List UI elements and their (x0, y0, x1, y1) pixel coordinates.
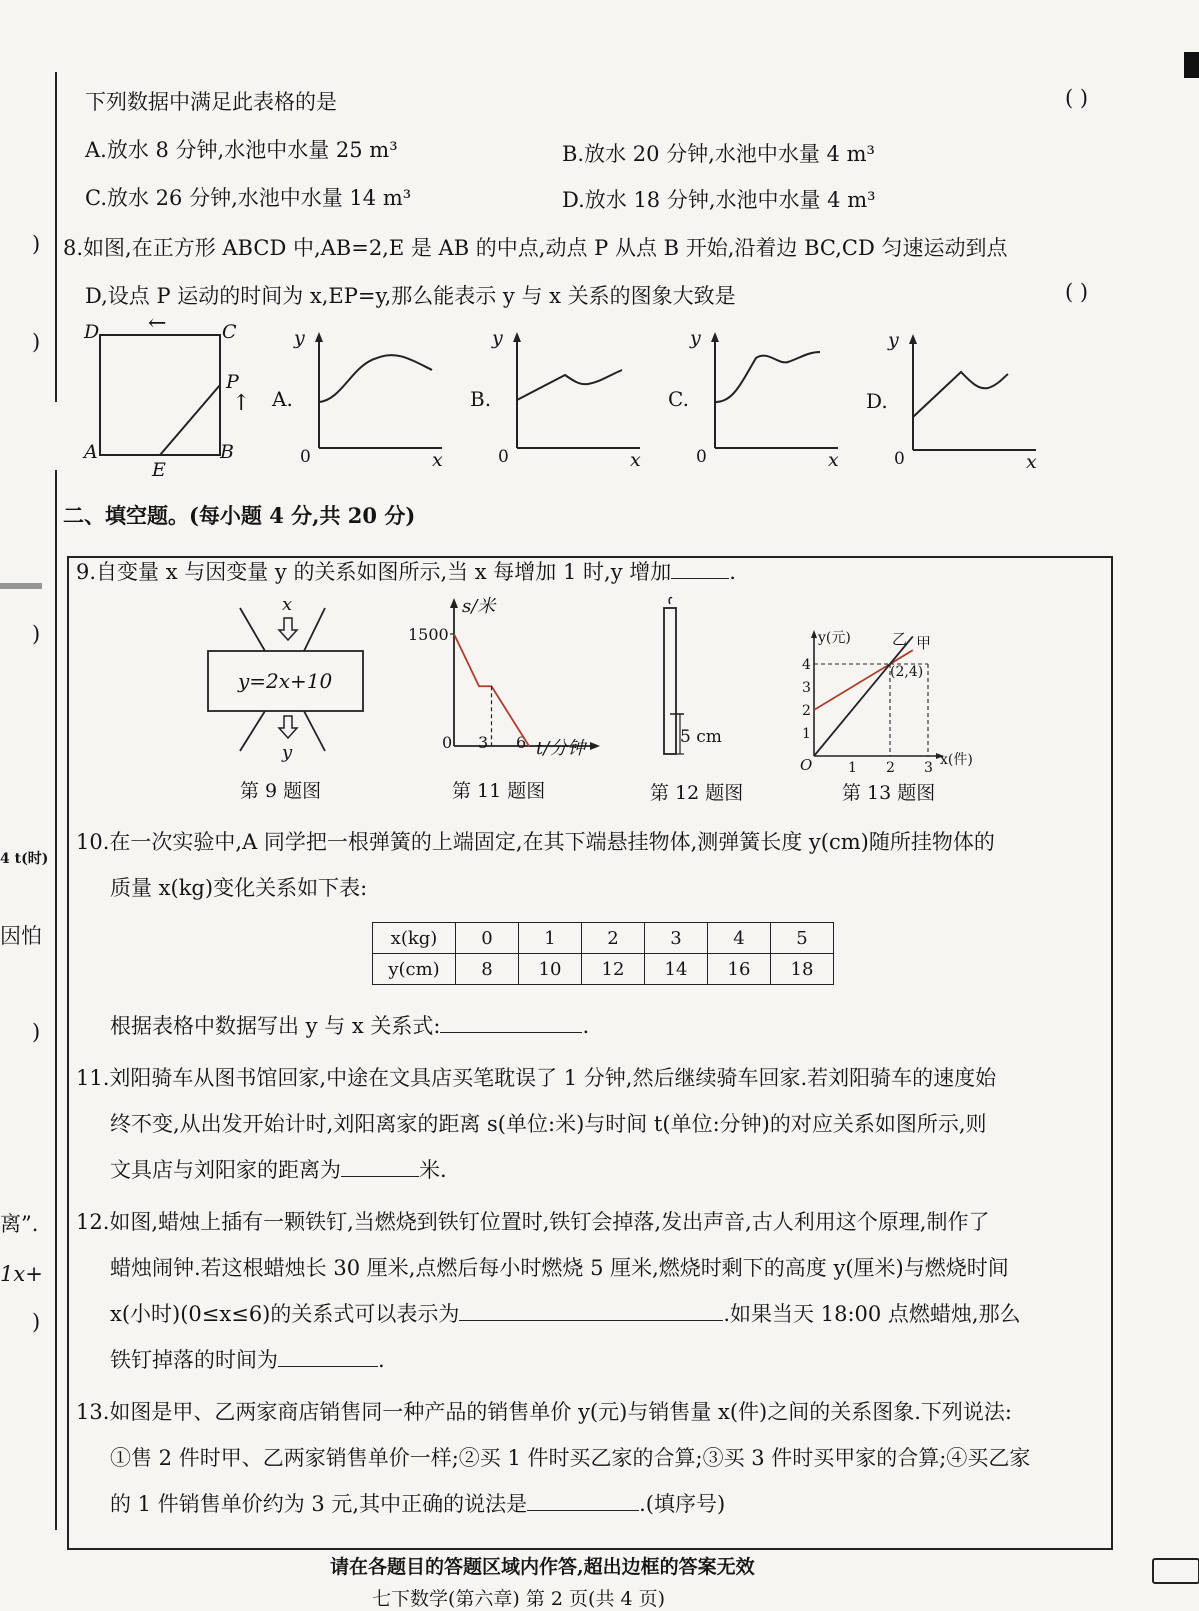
q12-period: . (378, 1348, 385, 1372)
fig13-origin: O (800, 756, 813, 774)
fig12-candle-body (664, 608, 676, 754)
table-cell: 14 (645, 954, 708, 985)
graph-c-origin: 0 (696, 447, 707, 467)
fig11-xlabel: t/分钟 (536, 738, 586, 759)
margin-paren: ) (32, 1310, 41, 1334)
q12-line1: 12.如图,蜡烛上插有一颗铁钉,当燃烧到铁钉位置时,铁钉会掉落,发出声音,古人利用这个原理,制作了 (76, 1210, 990, 1234)
q10-period: . (582, 1014, 590, 1038)
graph-a-origin: 0 (300, 447, 311, 467)
table-cell: 1 (519, 923, 582, 954)
q12-line4 (110, 1344, 385, 1374)
table-cell: 10 (519, 954, 582, 985)
graph-d-label: D. (866, 389, 888, 413)
q7-option-b: B.放水 20 分钟,水池中水量 4 m³ (562, 142, 875, 166)
graph-c-label: C. (668, 387, 689, 411)
square-abcd (100, 335, 220, 455)
table-cell: 18 (771, 954, 834, 985)
fig13-ytick-4: 4 (802, 657, 811, 673)
graph-c-xlabel: x (828, 449, 839, 471)
fig9-caption: 第 9 题图 (240, 780, 322, 802)
q7-stem: 下列数据中满足此表格的是 (85, 90, 337, 114)
graph-d-curve (913, 372, 1008, 417)
q8-graph-b (470, 327, 660, 480)
q10-answer-blank[interactable] (440, 1012, 582, 1033)
fig9-input-label: x (282, 594, 293, 615)
q13-answer-blank[interactable] (527, 1490, 639, 1511)
footer-notice: 请在各题目的答题区域内作答,超出边框的答案无效 (330, 1556, 755, 1578)
margin-paren: ) (32, 622, 41, 646)
q10-answer-prompt: 根据表格中数据写出 y 与 x 关系式: (110, 1014, 441, 1038)
corner-marker (1184, 52, 1199, 78)
label-a: A (84, 441, 98, 463)
q12-answer-prompt-time: 铁钉掉落的时间为 (110, 1348, 278, 1372)
graph-d-xlabel: x (1026, 451, 1037, 473)
fig9-formula: y=2x+10 (238, 669, 333, 693)
fig11-caption: 第 11 题图 (452, 780, 546, 802)
q9-stem: 9.自变量 x 与因变量 y 的关系如图所示,当 x 每增加 1 时,y 增加 (76, 560, 672, 584)
fig13-xtick-1: 1 (848, 760, 857, 776)
graph-a-label: A. (272, 387, 293, 411)
fig9-output-label: y (282, 742, 293, 763)
fig12-candle (650, 596, 770, 766)
q12-line2: 蜡烛闹钟.若这根蜡烛长 30 厘米,点燃后每小时燃烧 5 厘米,燃烧时剩下的高度 y(厘米)与燃烧时间 (110, 1256, 1009, 1280)
table-row-header: x(kg) (373, 923, 456, 954)
q12-answer-prompt: x(小时)(0≤x≤6)的关系式可以表示为 (110, 1302, 460, 1326)
q10-answer-line (110, 1010, 589, 1040)
q8-square-figure (80, 311, 260, 481)
q10-line2: 质量 x(kg)变化关系如下表: (110, 876, 368, 900)
left-margin-line-2 (55, 470, 57, 1530)
table-row (373, 954, 834, 985)
margin-fragment: 离”. (0, 1212, 39, 1236)
table-cell: 5 (771, 923, 834, 954)
fig9-input-arrow-icon (279, 618, 297, 640)
q7-option-d: D.放水 18 分钟,水池中水量 4 m³ (562, 188, 876, 212)
fig11-xtick-0: 0 (442, 733, 453, 752)
q11-answer-prompt: 文具店与刘阳家的距离为 (110, 1158, 341, 1182)
label-c: C (222, 321, 237, 343)
q9-text (76, 556, 736, 586)
graph-b-curve (517, 370, 622, 400)
left-margin-line-1 (55, 72, 57, 402)
fig13-xtick-3: 3 (924, 760, 933, 776)
fig13-ytick-1: 1 (802, 726, 811, 742)
graph-b-label: B. (470, 387, 492, 411)
graph-a-curve (319, 355, 432, 402)
q11-unit: 米. (419, 1158, 447, 1182)
margin-paren: ) (32, 232, 41, 256)
fig11-chart (408, 596, 608, 766)
q12-line3 (110, 1298, 1021, 1328)
fig13-point-label: (2,4) (890, 664, 924, 680)
fig9-machine (200, 596, 380, 766)
q13-hint: .(填序号) (639, 1492, 726, 1516)
q11-line2: 终不变,从出发开始计时,刘阳离家的距离 s(单位:米)与时间 t(单位:分钟)的对应关系如图所示,则 (110, 1112, 987, 1136)
arrow-left-icon: ← (148, 311, 167, 336)
table-row-header: y(cm) (373, 954, 456, 985)
footer-page-number: 七下数学(第六章) 第 2 页(共 4 页) (372, 1588, 666, 1610)
q10-data-table (372, 922, 834, 985)
graph-a-xlabel: x (432, 449, 443, 471)
q8-graph-c (668, 327, 858, 480)
q8-graph-a (272, 327, 462, 480)
graph-c-curve (715, 352, 820, 402)
label-e: E (152, 459, 166, 481)
fig12-length-label: 5 cm (680, 727, 722, 747)
label-b: B (220, 441, 234, 463)
margin-smudge (0, 583, 42, 589)
q11-line1: 11.刘阳骑车从图书馆回家,中途在文具店买笔耽误了 1 分钟,然后继续骑车回家.若刘阳骑车的速度始 (76, 1066, 997, 1090)
table-row (373, 923, 834, 954)
q9-answer-blank[interactable] (671, 558, 729, 579)
fig13-caption: 第 13 题图 (842, 782, 936, 804)
fig11-xtick-6: 6 (516, 733, 527, 752)
q7-answer-paren: ( ) (1065, 86, 1089, 110)
q12-answer-blank-formula[interactable] (459, 1300, 723, 1321)
fig13-ylabel: y(元) (818, 630, 851, 646)
table-cell: 12 (582, 954, 645, 985)
margin-t-label: 4 t(时) (0, 851, 49, 867)
table-cell: 4 (708, 923, 771, 954)
section2-title: 二、填空题。(每小题 4 分,共 20 分) (63, 503, 416, 528)
q8-line2: D,设点 P 运动的时间为 x,EP=y,那么能表示 y 与 x 关系的图象大致是 (85, 284, 736, 308)
q12-answer-blank-time[interactable] (278, 1346, 378, 1367)
segment-ep (160, 385, 220, 455)
fig12-caption: 第 12 题图 (650, 782, 744, 804)
q7-option-a: A.放水 8 分钟,水池中水量 25 m³ (85, 138, 398, 162)
q8-line1: 8.如图,在正方形 ABCD 中,AB=2,E 是 AB 的中点,动点 P 从点 B 开始,沿着边 BC,CD 匀速运动到点 (63, 236, 1008, 260)
graph-d-origin: 0 (894, 449, 905, 469)
margin-paren: ) (32, 1020, 41, 1044)
fig11-ylabel: s/米 (462, 596, 496, 617)
graph-c-ylabel: y (690, 327, 701, 349)
table-cell: 8 (456, 954, 519, 985)
fig13-ytick-2: 2 (802, 703, 811, 719)
fig13-xlabel: x(件) (940, 752, 973, 768)
fig13-series-yi (814, 636, 913, 756)
q10-line1: 10.在一次实验中,A 同学把一根弹簧的上端固定,在其下端悬挂物体,测弹簧长度 y(cm)随所挂物体的 (76, 830, 995, 854)
fig13-ytick-3: 3 (802, 680, 811, 696)
graph-b-ylabel: y (492, 327, 503, 349)
fig11-ytick: 1500 (408, 625, 449, 644)
fig13-series-jia: 甲 (916, 634, 932, 652)
arrow-up-icon: ↑ (232, 391, 251, 416)
fig11-xtick-3: 3 (478, 733, 489, 752)
fig12-wick-icon (669, 597, 672, 604)
fig13-series-jia (814, 650, 913, 710)
margin-fragment: 因怕 (0, 924, 42, 948)
q12-continuation: .如果当天 18:00 点燃蜡烛,那么 (723, 1302, 1021, 1326)
q13-line1: 13.如图是甲、乙两家商店销售同一种产品的销售单价 y(元)与销售量 x(件)之间的关系图象.下列说法: (76, 1400, 1012, 1424)
margin-fragment: 1x+ (0, 1262, 43, 1286)
fig13-chart (800, 630, 1000, 790)
q9-period: . (729, 560, 736, 584)
label-d: D (84, 321, 100, 343)
corner-box (1152, 1558, 1199, 1584)
graph-d-ylabel: y (888, 329, 899, 351)
graph-a-ylabel: y (294, 327, 305, 349)
table-cell: 16 (708, 954, 771, 985)
fig13-series-yi: 乙 (892, 630, 908, 648)
table-cell: 2 (582, 923, 645, 954)
q13-line3 (110, 1488, 725, 1518)
label-p: P (226, 371, 239, 393)
q8-answer-paren: ( ) (1065, 280, 1089, 304)
graph-b-xlabel: x (630, 449, 641, 471)
q8-graph-d (866, 329, 1056, 482)
q11-answer-blank[interactable] (341, 1156, 419, 1177)
q11-line3 (110, 1154, 447, 1184)
fig9-output-arrow-icon (279, 716, 297, 738)
q13-line2: ①售 2 件时甲、乙两家销售单价一样;②买 1 件时买乙家的合算;③买 3 件时买甲家的合算;④买乙家 (110, 1446, 1031, 1470)
table-cell: 0 (456, 923, 519, 954)
table-cell: 3 (645, 923, 708, 954)
fig13-xtick-2: 2 (886, 760, 895, 776)
margin-paren: ) (32, 330, 41, 354)
q13-answer-prompt: 的 1 件销售单价约为 3 元,其中正确的说法是 (110, 1492, 528, 1516)
q7-option-c: C.放水 26 分钟,水池中水量 14 m³ (85, 186, 412, 210)
graph-b-origin: 0 (498, 447, 509, 467)
